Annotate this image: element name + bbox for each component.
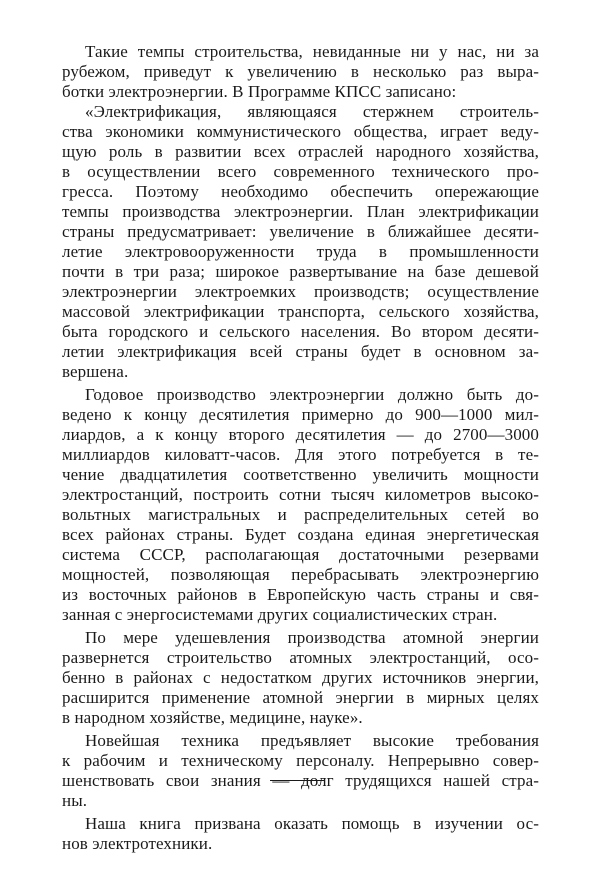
text-line: Наша книга призвана оказать помощь в изучении ос- (85, 814, 539, 833)
paragraph-1 (62, 42, 539, 102)
end-rule-divider (270, 780, 325, 781)
text-line: шенствовать свои знания — долг трудящихся нашей стра- (62, 771, 539, 790)
text-line: страны предусматривает: увеличение в ближайшее десяти- (62, 222, 539, 241)
text-line: из восточных районов в Европейскую часть страны и свя- (62, 585, 539, 604)
text-line: Годовое производство электроэнергии должно быть до- (85, 385, 539, 404)
text-line: быта городского и сельского населения. Во втором десяти- (62, 322, 539, 341)
text-line: к рабочим и техническому персоналу. Непрерывно совер- (62, 751, 539, 770)
text-line: Новейшая техника предъявляет высокие требования (85, 731, 539, 750)
text-line: мощностей, позволяющая перебрасывать электроэнергию (62, 565, 539, 584)
paragraph-6 (62, 814, 539, 854)
text-line: лиардов, а к концу второго десятилетия — до 2700—3000 (62, 425, 539, 444)
text-line: нов электротехники. (62, 834, 213, 853)
text-line: массовой электрификации транспорта, сельского хозяйства, (62, 302, 539, 321)
paragraph-4 (62, 628, 539, 728)
text-line: почти в три раза; широкое развертывание на базе дешевой (62, 262, 539, 281)
text-line: По мере удешевления производства атомной энергии (85, 628, 539, 647)
text-line: в народном хозяйстве, медицине, науке». (62, 708, 363, 727)
text-line: рубежом, приведут к увеличению в несколько раз выра- (62, 62, 539, 81)
text-line: в осуществлении всего современного технического про- (62, 162, 539, 181)
paragraph-2-quote (62, 102, 539, 382)
paragraph-3 (62, 385, 539, 625)
text-line: расширится применение атомной энергии в мирных целях (62, 688, 539, 707)
text-line: ства экономики коммунистического общества, играет веду- (62, 122, 539, 141)
text-line: всех районах страны. Будет создана единая энергетическая (62, 525, 539, 544)
text-line: гресса. Поэтому необходимо обеспечить опережающие (62, 182, 539, 201)
text-line: занная с энергосистемами других социалистических стран. (62, 605, 498, 624)
text-line: «Электрификация, являющаяся стержнем строитель- (85, 102, 539, 121)
text-line: вершена. (62, 362, 129, 381)
text-line: вольтных магистральных и распределительных сетей во (62, 505, 539, 524)
text-line: щую роль в развитии всех отраслей народного хозяйства, (62, 142, 539, 161)
text-line: миллиардов киловатт-часов. Для этого потребуется в те- (62, 445, 539, 464)
text-line: бенно в районах с недостатком других источников энергии, (62, 668, 539, 687)
page-text (62, 42, 539, 854)
text-line: система СССР, располагающая достаточными резервами (62, 545, 539, 564)
text-line: чение двадцатилетия соответственно увеличить мощности (62, 465, 539, 484)
text-line: ны. (62, 791, 88, 810)
text-line: ботки электроэнергии. В Программе КПСС записано: (62, 82, 457, 101)
text-line: темпы производства электроэнергии. План электрификации (62, 202, 539, 221)
paragraph-5 (62, 731, 539, 811)
text-line: Такие темпы строительства, невиданные ни у нас, ни за (85, 42, 539, 61)
text-line: электростанций, построить сотни тысяч километров высоко- (62, 485, 539, 504)
text-line: летии электрификация всей страны будет в основном за- (62, 342, 539, 361)
text-line: развернется строительство атомных электростанций, осо- (62, 648, 539, 667)
text-line: летие электровооруженности труда в промышленности (62, 242, 539, 261)
text-line: электроэнергии электроемких производств; осуществление (62, 282, 539, 301)
text-line: ведено к концу десятилетия примерно до 900—1000 мил- (62, 405, 539, 424)
